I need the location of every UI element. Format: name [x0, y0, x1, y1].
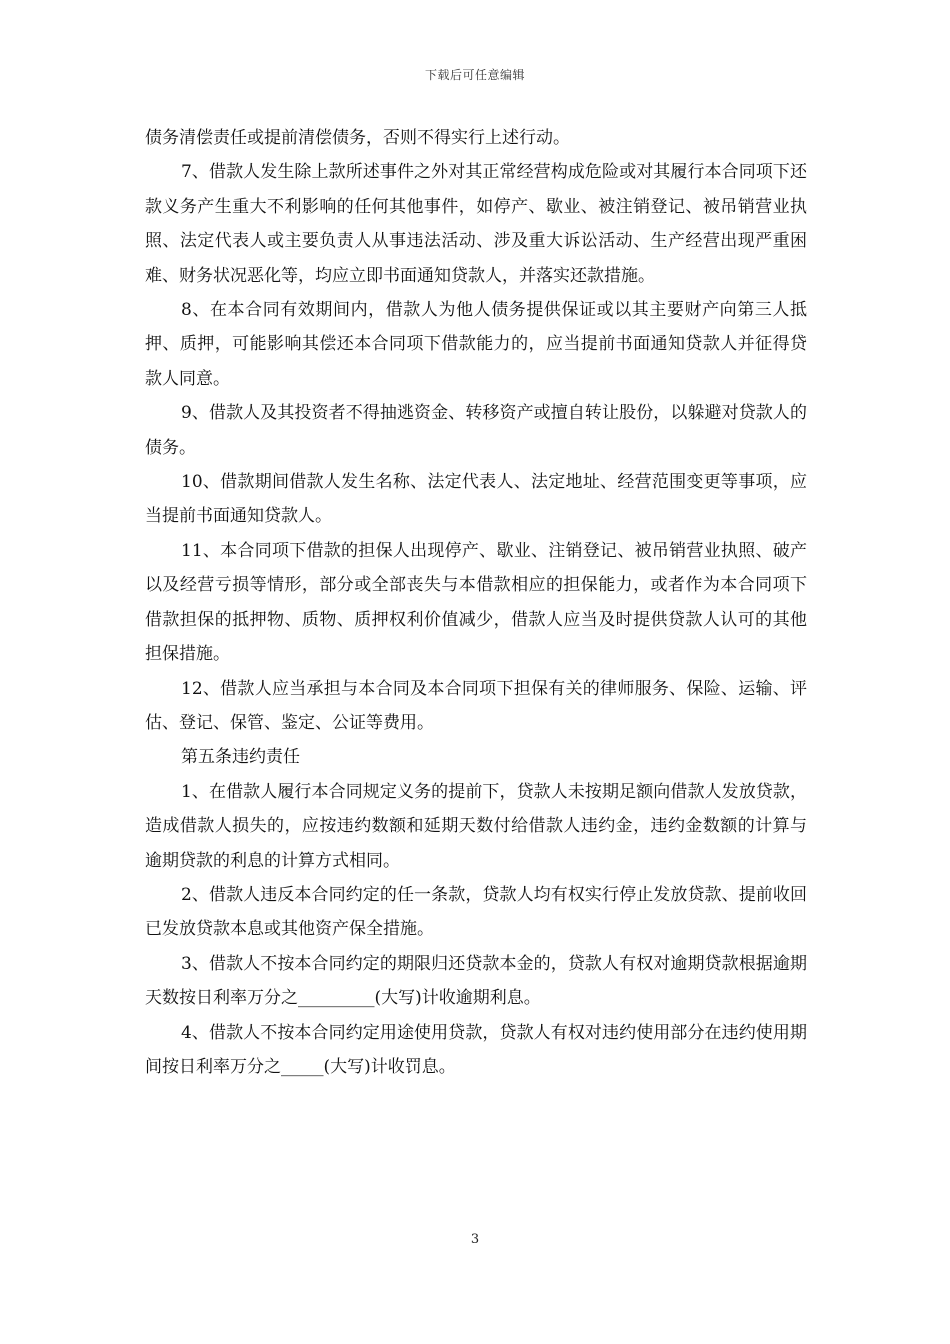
paragraph-breach-2: 2、借款人违反本合同约定的任一条款，贷款人均有权实行停止发放贷款、提前收回已发放贷款本息或其他资产保全措施。	[145, 884, 807, 940]
paragraph-continuation: 债务清偿责任或提前清偿债务，否则不得实行上述行动。	[145, 128, 570, 148]
paragraph-clause-9: 9、借款人及其投资者不得抽逃资金、转移资产或擅自转让股份，以躲避对贷款人的债务。	[145, 403, 807, 458]
paragraph-clause-10: 10、借款期间借款人发生名称、法定代表人、法定地址、经营范围变更等事项，应当提前书面通知贷款人。	[145, 472, 807, 527]
paragraph-clause-8: 8、在本合同有效期间内，借款人为他人债务提供保证或以其主要财产向第三人抵押、质押，可能影响其偿还本合同项下借款能力的，应当提前书面通知贷款人并征得贷款人同意。	[145, 300, 807, 389]
paragraph-clause-11: 11、本合同项下借款的担保人出现停产、歇业、注销登记、被吊销营业执照、破产以及经营亏损等情形，部分或全部丧失与本借款相应的担保能力，或者作为本合同项下借款担保的抵押物、质物、质押权利价值减少，借款人应当及时提供贷款人认可的其他担保措施。	[145, 540, 807, 665]
page-header: 下载后可任意编辑	[424, 68, 525, 82]
page-number: 3	[470, 1232, 480, 1247]
section-heading-article-5: 第五条违约责任	[181, 747, 300, 768]
document-body	[145, 121, 807, 1084]
paragraph-breach-4: 4、借款人不按本合同约定用途使用贷款，贷款人有权对违约使用部分在违约使用期间按日利率万分之_____(大写)计收罚息。	[145, 1022, 807, 1077]
paragraph-clause-7: 7、借款人发生除上款所述事件之外对其正常经营构成危险或对其履行本合同项下还款义务产生重大不利影响的任何其他事件，如停产、歇业、被注销登记、被吊销营业执照、法定代表人或主要负责人从事违法活动、涉及重大诉讼活动、生产经营出现严重困难、财务状况恶化等，均应立即书面通知贷款人，并落实还款措施。	[145, 162, 807, 286]
paragraph-breach-3: 3、借款人不按本合同约定的期限归还贷款本金的，贷款人有权对逾期贷款根据逾期天数按日利率万分之_________(大写)计收逾期利息。	[145, 953, 807, 1009]
paragraph-breach-1: 1、在借款人履行本合同规定义务的提前下，贷款人未按期足额向借款人发放贷款，造成借款人损失的，应按违约数额和延期天数付给借款人违约金，违约金数额的计算与逾期贷款的利息的计算方式相同。	[145, 781, 807, 871]
paragraph-clause-12: 12、借款人应当承担与本合同及本合同项下担保有关的律师服务、保险、运输、评估、登记、保管、鉴定、公证等费用。	[145, 678, 807, 733]
